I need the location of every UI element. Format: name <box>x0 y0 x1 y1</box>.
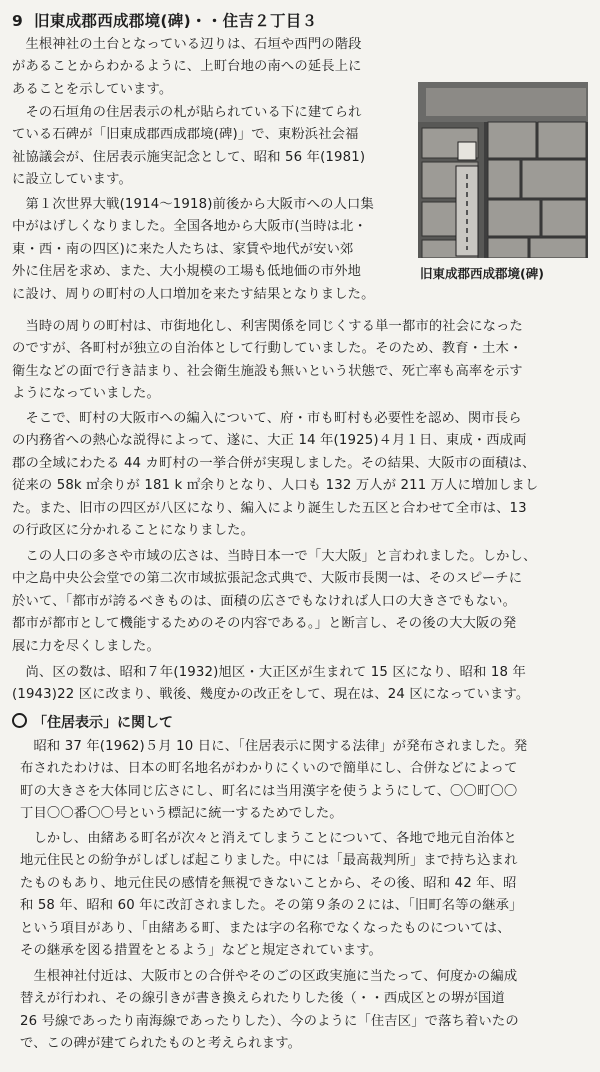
article-number: 9 <box>12 12 24 30</box>
section-paragraph-2: しかし、由緒ある町名が次々と消えてしまうことについて、各地で地元自治体と 地元住民との紛争がしばしば起こりました。中には「最高裁判所」まで持ち込まれ たものもあり、地元住民の感情を無視できないことから、その後、昭和 42 年、昭 和 58 年、昭和 60 年に改訂されました。その第９条の２には、「旧町名等の継承」 という項目があり、「由緒ある町、または字の名称でなくなったものについては、 その継承を図る措置をとるよう」などと規定されています。 <box>20 831 523 959</box>
paragraph-1: 生根神社の土台となっている辺りは、石垣や西門の階段 があることからわかるように、上町台地の南への延長上に あることを示しています。 <box>12 37 362 97</box>
monument-photo <box>418 82 588 258</box>
section-paragraph-3: 生根神社付近は、大阪市との合併やそのごの区政実施に当たって、何度かの編成 替えが行われ、その線引きが書き換えられたりした後（・・西成区との堺が国道 26 号線であったり南海線であったりした）、今のように「住吉区」で落ち着いたの で、この碑が建てられたものと考えられます。 <box>20 969 519 1052</box>
paragraph-5: そこで、町村の大阪市への編入について、府・市も町村も必要性を認め、関市長ら の内務省への熱心な説得によって、遂に、大正 14 年(1925)４月１日、東成・西成両 郡の全域にわたる 44 カ町村の一挙合併が実現しました。その結果、大阪市の面積は、 従来の 58k ㎡余りが 181 k ㎡余りとなり、人口も 132 万人が 211 万人に増加しまし た。また、旧市の四区が八区になり、編入により誕生した五区と合わせて全市は、13 の行政区に分かれることになりました。 <box>12 411 539 539</box>
stone-wall-image <box>418 82 588 258</box>
section-heading <box>12 712 588 734</box>
paragraph-4: 当時の周りの町村は、市街地化し、利害関係を同じくする単一都市的社会になった のですが、各町村が独立の自治体として行動していました。そのため、教育・土木・ 衛生などの面で行き詰まり、社会衛生施設も無いという状態で、死亡率も高率を示す ようになっていました。 <box>12 319 523 402</box>
section-heading-text: 「住居表示」に関して <box>33 715 173 731</box>
paragraph-6: この人口の多さや市域の広さは、当時日本一で「大大阪」と言われました。しかし、 中之島中央公会堂での第二次市域拡張記念式典で、大阪市長関一は、そのスピーチに 於いて、「都市が誇るべきものは、面積の広さでもなければ人口の大きさでもない。 都市が都市として機能するためのその内容である。」と断言し、その後の大大阪の発 展に力を尽くしました。 <box>12 549 537 654</box>
photo-caption: 旧東成郡西成郡境(碑) <box>420 266 544 281</box>
article-title-text: 旧東成郡西成郡境(碑)・・住吉２丁目３ <box>34 12 318 30</box>
paragraph-2: その石垣角の住居表示の札が貼られている下に建てられ ている石碑が「旧東成郡西成郡境(碑)」で、東粉浜社会福 祉協議会が、住居表示施実記念として、昭和 56 年(1981) に設立しています。 <box>12 105 366 188</box>
circle-bullet-icon <box>12 713 27 728</box>
paragraph-3: 第１次世界大戦(1914～1918)前後から大阪市への人口集 中がはげしくなりました。全国各地から大阪市(当時は北・ 東・西・南の四区)に来た人たちは、家賃や地代が安い郊 外に住居を求め、また、大小規模の工場も低地価の市外地 に設け、周りの町村の人口増加を来たす結果となりました。 <box>12 197 375 302</box>
article-title <box>12 9 592 33</box>
section-paragraph-1: 昭和 37 年(1962)５月 10 日に、「住居表示に関する法律」が発布されました。発 布されたわけは、日本の町名地名がわかりにくいので簡単にし、合併などによって 町の大きさを大体同じ広さにし、町名には当用漢字を使うようにして、〇〇町〇〇 丁目〇〇番〇〇号という標記に統一するためでした。 <box>20 739 528 822</box>
paragraph-7: 尚、区の数は、昭和７年(1932)旭区・大正区が生まれて 15 区になり、昭和 18 年 (1943)22 区に改まり、戦後、幾度かの改正をして、現在は、24 区になっています。 <box>12 665 530 703</box>
